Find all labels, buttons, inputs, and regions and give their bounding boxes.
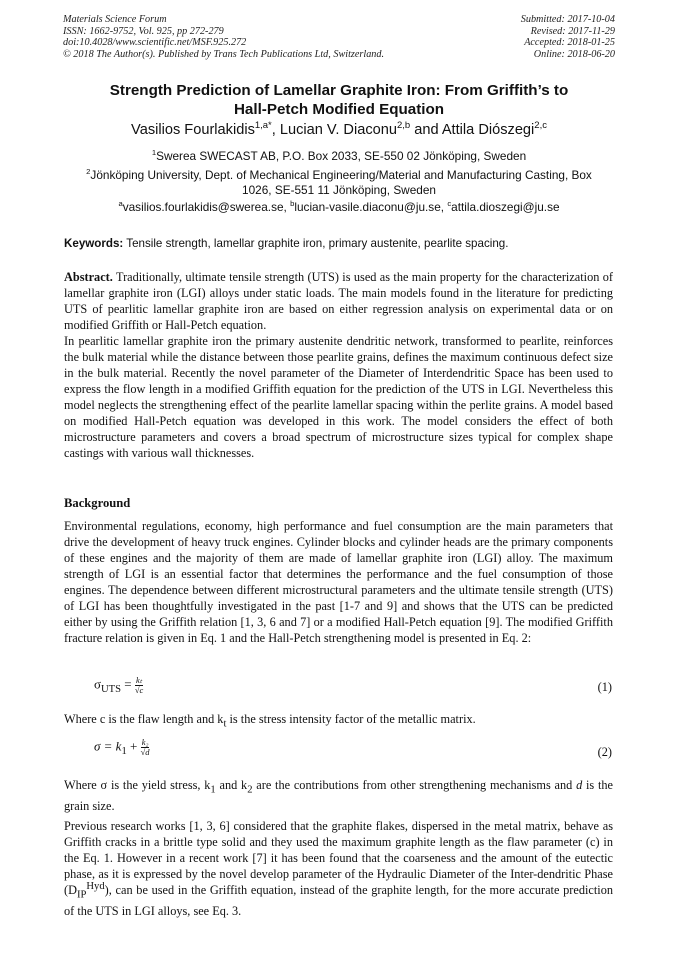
journal-copyright: © 2018 The Author(s). Published by Trans Tech Publications Ltd, Switzerland. <box>63 48 385 60</box>
where2-sub-1: 1 <box>210 784 216 796</box>
eq1-fraction <box>135 676 143 695</box>
eq1-equals: = <box>121 676 135 692</box>
affiliation-1-mark: 1 <box>151 148 157 158</box>
abstract-paragraph-1 <box>64 269 613 333</box>
keywords-label: Keywords: <box>64 237 124 250</box>
affiliation-2-mark: 2 <box>86 167 91 177</box>
affiliation-2 <box>60 168 618 198</box>
section-heading-background: Background <box>64 496 131 510</box>
author-separator: , <box>271 122 280 138</box>
abstract-label: Abstract. <box>64 270 113 284</box>
eq2-lhs: σ = k <box>94 738 122 754</box>
author-1-affil: 1,a* <box>254 120 272 132</box>
author-3: Attila Diószegi <box>441 122 535 138</box>
prev-superscript: Hyd <box>86 880 105 892</box>
date-online: Online: 2018-06-20 <box>533 48 615 60</box>
where2-grain-symbol: d <box>576 778 583 792</box>
equation-1-description <box>64 711 613 732</box>
submission-dates <box>521 14 615 60</box>
email-c-mark: c <box>447 199 452 209</box>
email-b-mark: b <box>290 199 295 209</box>
date-revised: Revised: 2017-11-29 <box>530 25 615 37</box>
equation-1 <box>94 676 143 695</box>
abstract-text-1: Traditionally, ultimate tensile strength (UTS) is used as the main property for the characterization of lamellar graphite iron (LGI) alloys under static loads. The main models found in the literature for predicting UTS of pearlitic lamellar graphite iron are based on either regression analysis on experimental data or on modified Griffith or Hall-Petch equation. <box>64 270 613 332</box>
eq2-fraction <box>141 738 150 757</box>
where2-text-e: is the grain size. <box>64 778 613 814</box>
title-line-1: Strength Prediction of Lamellar Graphite Iron: From Griffith’s to <box>109 82 569 99</box>
eq1-denominator: √c <box>134 685 144 695</box>
prev-text-b: ), can be used in the Griffith equation, instead of the graphite length, for the more accurate prediction of the UTS in LGI alloys, see Eq. 3. <box>64 883 613 919</box>
title-line-2: Hall-Petch Modified Equation <box>233 101 445 118</box>
email-a-mark: a <box>118 199 123 209</box>
eq1-sigma: σ <box>94 676 102 692</box>
journal-doi[interactable]: doi:10.4028/www.scientific.net/MSF.925.272 <box>63 37 247 49</box>
author-separator: and <box>410 122 442 138</box>
where2-sub-2: 2 <box>247 784 253 796</box>
equation-2 <box>94 738 150 757</box>
equation-1-number: (1) <box>597 680 612 694</box>
abstract <box>64 269 613 461</box>
author-2-affil: 2,b <box>396 120 411 132</box>
email-b[interactable]: lucian-vasile.diaconu@ju.se, <box>294 200 448 214</box>
journal-issn: ISSN: 1662-9752, Vol. 925, pp 272-279 <box>63 25 224 37</box>
eq2-subscript: 1 <box>121 746 127 758</box>
where1-rest: is the stress intensity factor of the metallic matrix. <box>226 712 476 726</box>
eq1-numerator: kₜ <box>135 675 143 685</box>
author-list <box>60 121 618 139</box>
prev-subscript: IP <box>76 889 87 901</box>
date-submitted: Submitted: 2017-10-04 <box>520 14 615 25</box>
eq1-subscript: UTS <box>101 684 122 696</box>
eq2-plus: + <box>126 738 141 754</box>
affiliation-2-line-2: 1026, SE-551 11 Jönköping, Sweden <box>242 183 436 197</box>
keywords-text: Tensile strength, lamellar graphite iron, primary austenite, pearlite spacing. <box>123 237 509 250</box>
background-paragraph-1: Environmental regulations, economy, high performance and fuel consumption are the main parameters that drive the development of heavy truck engines. Cylinder blocks and cylinder heads are the primary components of these engines and the majority of them are made of lamellar graphite iron (LGI) alloy. The maximum strength of LGI is an essential factor that determines the performance and the fuel consumption of those engines. The dependence between different microstructural parameters and the ultimate tensile strength (UTS) of LGI has been thoughtfully investigated in the past [1-7 and 9] and shows that the UTS can be predicted either by using the Griffith relation [1, 3, 6 and 7] or a modified Hall-Petch equation [9]. The modified Griffith fracture relation is given in Eq. 1 and the Hall-Petch strengthening model is presented in Eq. 2: <box>64 519 613 645</box>
equation-2-description <box>64 777 613 814</box>
journal-info <box>63 14 384 60</box>
author-3-affil: 2,c <box>534 120 547 132</box>
email-c[interactable]: attila.dioszegi@ju.se <box>451 200 560 214</box>
where2-text-c: are the contributions from other strengthening mechanisms and <box>252 778 577 792</box>
where1-text: Where c is the flaw length and k <box>64 712 224 726</box>
paper-title <box>60 81 618 119</box>
where2-text-a: Where σ is the yield stress, k <box>64 778 211 792</box>
affiliation-1-text: Swerea SWECAST AB, P.O. Box 2033, SE-550 02 Jönköping, Sweden <box>156 149 527 163</box>
equation-2-number: (2) <box>597 745 612 759</box>
affiliation-2-line-1: Jönköping University, Dept. of Mechanical Engineering/Material and Manufacturing Casting, Box <box>90 168 592 182</box>
journal-name: Materials Science Forum <box>63 14 167 25</box>
affiliation-1 <box>60 149 618 164</box>
prev-text-a: Previous research works [1, 3, 6] considered that the graphite flakes, dispersed in the metal matrix, behave as Griffith cracks in a brittle type solid and they used the maximum graphite length as the flaw parameter (c) in the Eq. 1. However in a recent work [7] it has been found that the coarseness and the amount of the eutectic phase, as it is expressed by the novel develop parameter of the Hydraulic Diameter of the Inter-dendritic Phase (D <box>64 819 613 897</box>
author-emails <box>60 200 618 215</box>
background-paragraph-2 <box>64 818 613 919</box>
keywords <box>64 236 620 251</box>
where1-subscript: t <box>223 718 227 730</box>
where2-text-b: and k <box>215 778 248 792</box>
abstract-paragraph-2: In pearlitic lamellar graphite iron the primary austenite dendritic network, transformed to pearlite, reinforces the bulk material while the distance between those pearlite grains, defines the maximum continuous defect size in the bulk material. Recently the novel parameter of the Diameter of Interdendritic Space has been used to express the flow length in a modified Griffith equation for the prediction of the UTS in LGI. Nevertheless this model neglects the strengthening effect of the pearlite lamellar spacing within the perlite grains. A model based on modified Hall-Petch equation was developed in this work. The model considers the effect of both microstructure parameters and covers a broad spectrum of microstructure sizes typical for complex shape castings with various wall thicknesses. <box>64 334 613 460</box>
eq2-denominator: √d <box>140 747 150 757</box>
author-1: Vasilios Fourlakidis <box>131 122 255 138</box>
author-2: Lucian V. Diaconu <box>279 122 397 138</box>
eq2-numerator: k₂ <box>141 737 149 747</box>
date-accepted: Accepted: 2018-01-25 <box>524 37 615 49</box>
email-a[interactable]: vasilios.fourlakidis@swerea.se, <box>122 200 291 214</box>
